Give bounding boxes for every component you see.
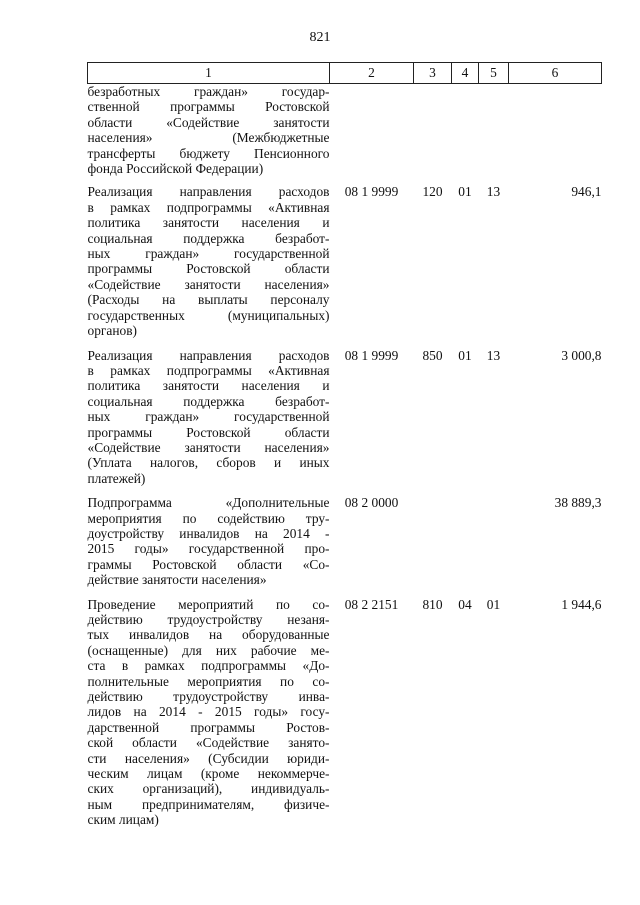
description-line: граммы Ростовской области «Со- (87, 556, 330, 572)
header-col-2: 2 (330, 63, 414, 84)
description-line: дарственной программы Ростов- (87, 719, 330, 735)
description-line: ста в рамках подпрограммы «До- (87, 658, 330, 674)
description-line: действие занятости населения» (87, 572, 267, 588)
description-line: мероприятия по содействию тру- (87, 510, 330, 526)
description-line: (оснащенные) для них рабочие ме- (87, 642, 330, 658)
description-line: платежей) (87, 470, 146, 486)
description-line: ных граждан» государственной (87, 246, 330, 262)
table-row (88, 597, 602, 837)
row-description (88, 495, 330, 596)
description-line: ческим лицам (кроме некоммерче- (87, 766, 330, 782)
row-description (88, 597, 330, 837)
description-line: социальная поддержка безработ- (87, 230, 330, 246)
row-subsection: 13 (486, 184, 501, 200)
header-col-5: 5 (479, 63, 509, 84)
row-subsection: 01 (486, 596, 501, 612)
description-line: (Уплата налогов, сборов и иных (87, 455, 330, 471)
description-line: Реализация направления расходов (87, 347, 330, 363)
description-line: сти населения» (Субсидии юриди- (87, 750, 330, 766)
description-line: социальная поддержка безработ- (87, 393, 330, 409)
description-line: полнительные мероприятия по со- (87, 673, 330, 689)
row-expense-type: 120 (422, 184, 443, 200)
row-code: 08 2 2151 (344, 596, 399, 612)
description-line: государственных (муниципальных) (87, 307, 330, 323)
description-line: «Содействие занятости населения» (87, 276, 330, 292)
description-line: лидов на 2014 - 2015 годы» госу- (87, 704, 330, 720)
header-col-4: 4 (452, 63, 479, 84)
description-line: «Содействие занятости населения» (87, 439, 330, 455)
row-amount: 38 889,3 (554, 495, 602, 511)
row-code: 08 1 9999 (344, 347, 399, 363)
description-line: Проведение мероприятий по со- (87, 596, 330, 612)
row-expense-type (414, 84, 452, 185)
description-line: политика занятости населения и (87, 215, 330, 231)
description-line: в рамках подпрограммы «Активная (87, 199, 330, 215)
table-row (88, 348, 602, 496)
header-row (88, 63, 602, 84)
description-line: ским лицам) (87, 812, 159, 828)
row-section: 01 (458, 184, 472, 200)
page-number: 821 (309, 30, 331, 45)
description-line: ственной программы Ростовской (87, 99, 330, 115)
row-section (452, 84, 479, 185)
row-code (330, 84, 414, 185)
description-line: области «Содействие занятости (87, 114, 330, 130)
table-row (88, 184, 602, 347)
description-line: программы Ростовской области (87, 261, 330, 277)
row-amount (509, 84, 602, 185)
budget-table (87, 62, 602, 837)
row-expense-type: 850 (422, 347, 443, 363)
row-code: 08 1 9999 (344, 184, 399, 200)
row-amount: 3 000,8 (561, 347, 602, 363)
row-subsection (479, 84, 509, 185)
description-line: ских организаций), индивидуаль- (87, 781, 330, 797)
header-col-3: 3 (414, 63, 452, 84)
description-line: программы Ростовской области (87, 424, 330, 440)
description-line: органов) (87, 323, 137, 339)
header-col-6: 6 (509, 63, 602, 84)
row-section: 01 (458, 347, 472, 363)
table-header (88, 63, 602, 84)
description-line: Реализация направления расходов (87, 184, 330, 200)
description-line: ской области «Содействие занято- (87, 735, 330, 751)
description-line: действию трудоустройству незаня- (87, 612, 330, 627)
row-amount: 946,1 (571, 184, 602, 200)
description-line: безработных граждан» государ- (87, 84, 330, 99)
header-col-1: 1 (88, 63, 330, 84)
row-subsection (479, 495, 509, 596)
description-line: Подпрограмма «Дополнительные (87, 495, 330, 511)
description-line: политика занятости населения и (87, 378, 330, 394)
description-line: в рамках подпрограммы «Активная (87, 362, 330, 378)
description-line: действию трудоустройству инва- (87, 689, 330, 705)
table-row (88, 84, 602, 185)
row-section: 04 (458, 596, 472, 612)
row-description (88, 348, 330, 496)
description-line: трансферты бюджету Пенсионного (87, 145, 330, 161)
row-section (452, 495, 479, 596)
description-line: ных граждан» государственной (87, 409, 330, 425)
table-row (88, 495, 602, 596)
row-expense-type (414, 495, 452, 596)
description-line: (Расходы на выплаты персоналу (87, 292, 330, 308)
description-line: населения» (Межбюджетные (87, 130, 330, 146)
row-amount: 1 944,6 (561, 596, 602, 612)
description-line: ным предпринимателям, физиче- (87, 796, 330, 812)
description-line: 2015 годы» государственной про- (87, 541, 330, 557)
description-line: доустройству инвалидов на 2014 - (87, 525, 330, 541)
table-body (88, 84, 602, 837)
row-description (88, 84, 330, 185)
row-description (88, 184, 330, 347)
description-line: тых инвалидов на оборудованные (87, 627, 330, 643)
row-subsection: 13 (486, 347, 501, 363)
row-expense-type: 810 (422, 596, 443, 612)
description-line: фонда Российской Федерации) (87, 161, 264, 177)
row-code: 08 2 0000 (344, 495, 399, 511)
